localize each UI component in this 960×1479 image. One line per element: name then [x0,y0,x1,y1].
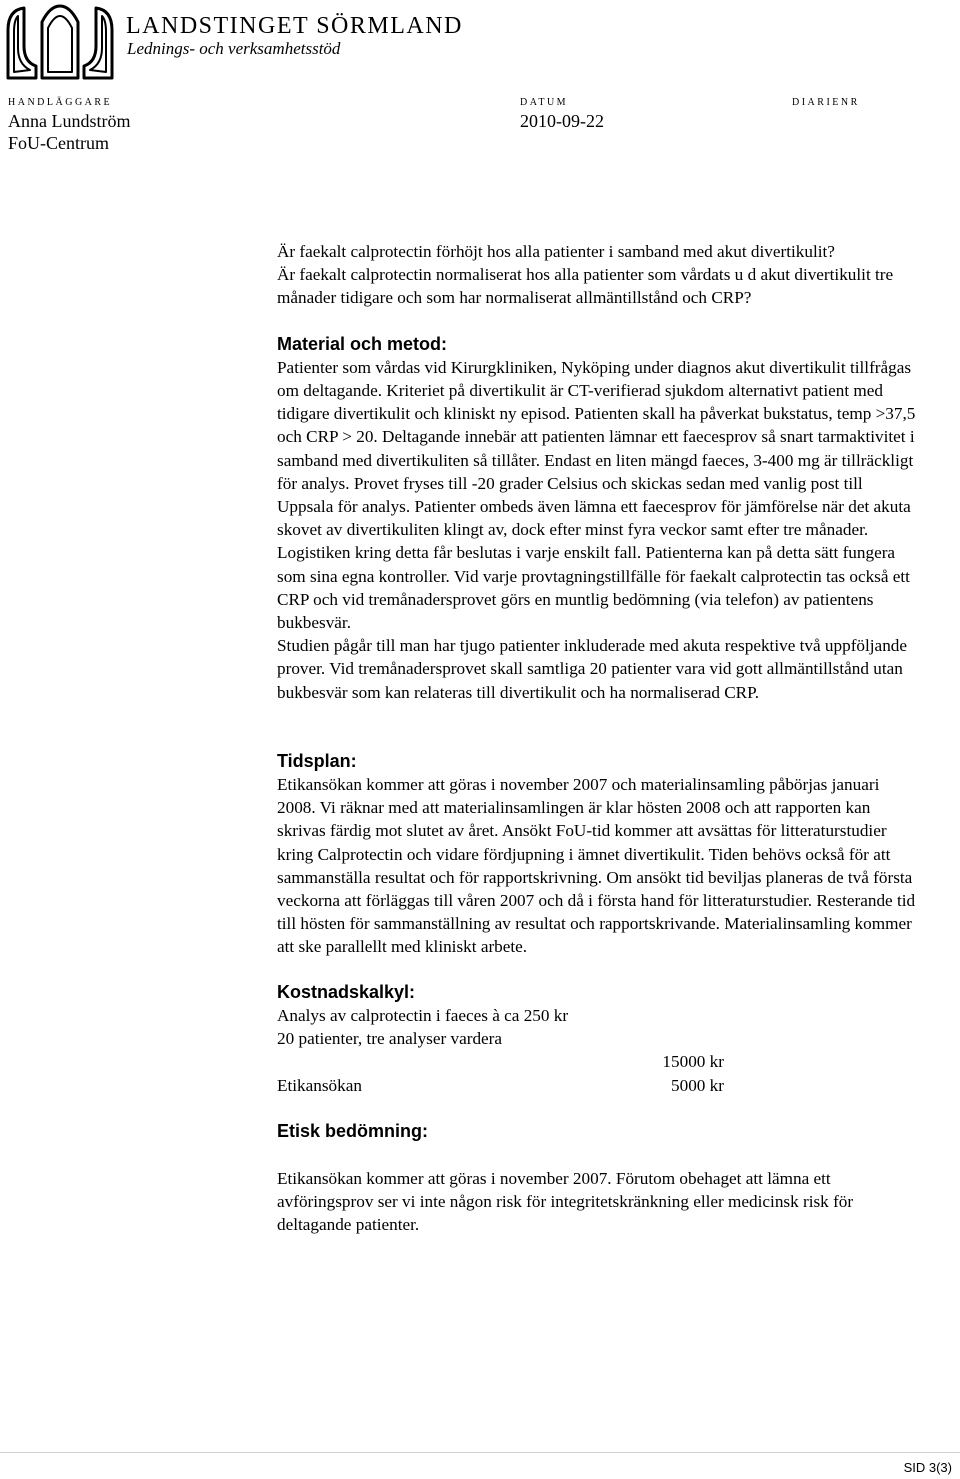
question-2: Är faekalt calprotectin normaliserat hos alla patienter som vårdats u d akut divertikulit tre månader tidigare och som har normaliserat allmäntillstånd och CRP? [277,265,894,308]
etisk-heading: Etisk bedömning: [277,1121,429,1142]
cost-amount: 15000 kr [662,1052,724,1072]
landstinget-logo [2,2,118,82]
cost-amount: 5000 kr [671,1076,724,1096]
document-body [277,240,917,1236]
question-1: Är faekalt calprotectin förhöjt hos alla patienter i samband med akut divertikulit? [277,242,835,261]
diarienr-label: DIARIENR [792,97,860,108]
kostnad-line: Analys av calprotectin i faeces à ca 250 kr [277,1005,569,1025]
organization-subtitle: Lednings- och verksamhetsstöd [127,39,341,58]
handlaggare-unit: FoU-Centrum [8,133,109,153]
handlaggare-label: HANDLÄGGARE [8,97,113,108]
etisk-text: Etikansökan kommer att göras i november 2007. Förutom obehaget att lämna ett avföringsprov ser vi inte någon risk för integritetskränkning eller medicinsk risk för deltagande patienter. [277,1168,854,1234]
cost-row [277,1050,917,1074]
kostnad-heading: Kostnadskalkyl: [277,981,416,1002]
tidsplan-text: Etikansökan kommer att göras i november 2007 och materialinsamling påbörjas januari 2008. Vi räknar med att materialinsamlingen är klar hösten 2008 och att rapporten kan skrivas färdig mot slutet av året. Ansökt FoU-tid kommer att avsättas för litteraturstudier kring Calprotectin och vidare fördjupning i ämnet divertikulit. Tiden behövs också för att sammanställa resultat och för rapportskrivning. Om ansökt tid beviljas planeras de två första veckorna att förläggas till våren 2007 och då i första hand för litteraturstudier. Resterande tid till hösten för sammanställning av resultat och rapportskrivande. Materialinsamling kommer att ske parallellt med kliniskt arbete. [277,775,916,957]
handlaggare-name: Anna Lundström [8,111,131,131]
footer-divider [0,1452,960,1453]
material-heading: Material och metod: [277,333,448,354]
cost-label: Etikansökan [277,1076,362,1096]
cost-row [277,1074,917,1098]
datum-value: 2010-09-22 [520,111,604,131]
datum-label: DATUM [520,97,569,108]
kostnad-line: 20 patienter, tre analyser vardera [277,1029,503,1049]
tidsplan-heading: Tidsplan: [277,750,357,771]
organization-name: LANDSTINGET SÖRMLAND [126,13,463,39]
material-paragraph: Patienter som vårdas vid Kirurgkliniken, Nyköping under diagnos akut divertikulit tillfrågas om deltagande. Kriteriet på divertikulit är CT-verifierad sjukdom alternativt patient med tidigare divertikulit och kliniskt ny episod. Patienten skall ha påverkat bukstatus, temp >37,5 och CRP > 20. Deltagande innebär att patienten lämnar ett faecesprov så snart tarmaktivitet i samband med divertikuliten så tillåter. Endast en liten mängd faeces, 3-400 mg är tillräckligt för analys. Provet fryses till -20 grader Celsius och skickas sedan med vanlig post till Uppsala för analys. Patienter ombeds även lämna ett faecesprov för jämförelse när det akuta skovet av divertikuliten klingt av, dock efter minst fyra veckor samt efter tre månader. Logistiken kring detta får beslutas i varje enskilt fall. Patienterna kan på detta sätt fungera som sina egna kontroller. Vid varje provtagningstillfälle för faekalt calprotectin tas också ett CRP och vid tremånadersprovet görs en muntlig bedömning (via telefon) av patientens bukbesvär. [277,357,916,633]
material-paragraph: Studien pågår till man har tjugo patienter inkluderade med akuta respektive två uppföljande prover. Vid tremånadersprovet skall samtliga 20 patienter vara vid gott allmäntillstånd utan bukbesvär som kan relateras till divertikulit och ha normaliserad CRP. [277,636,908,702]
page-number: SID 3(3) [903,1460,952,1475]
